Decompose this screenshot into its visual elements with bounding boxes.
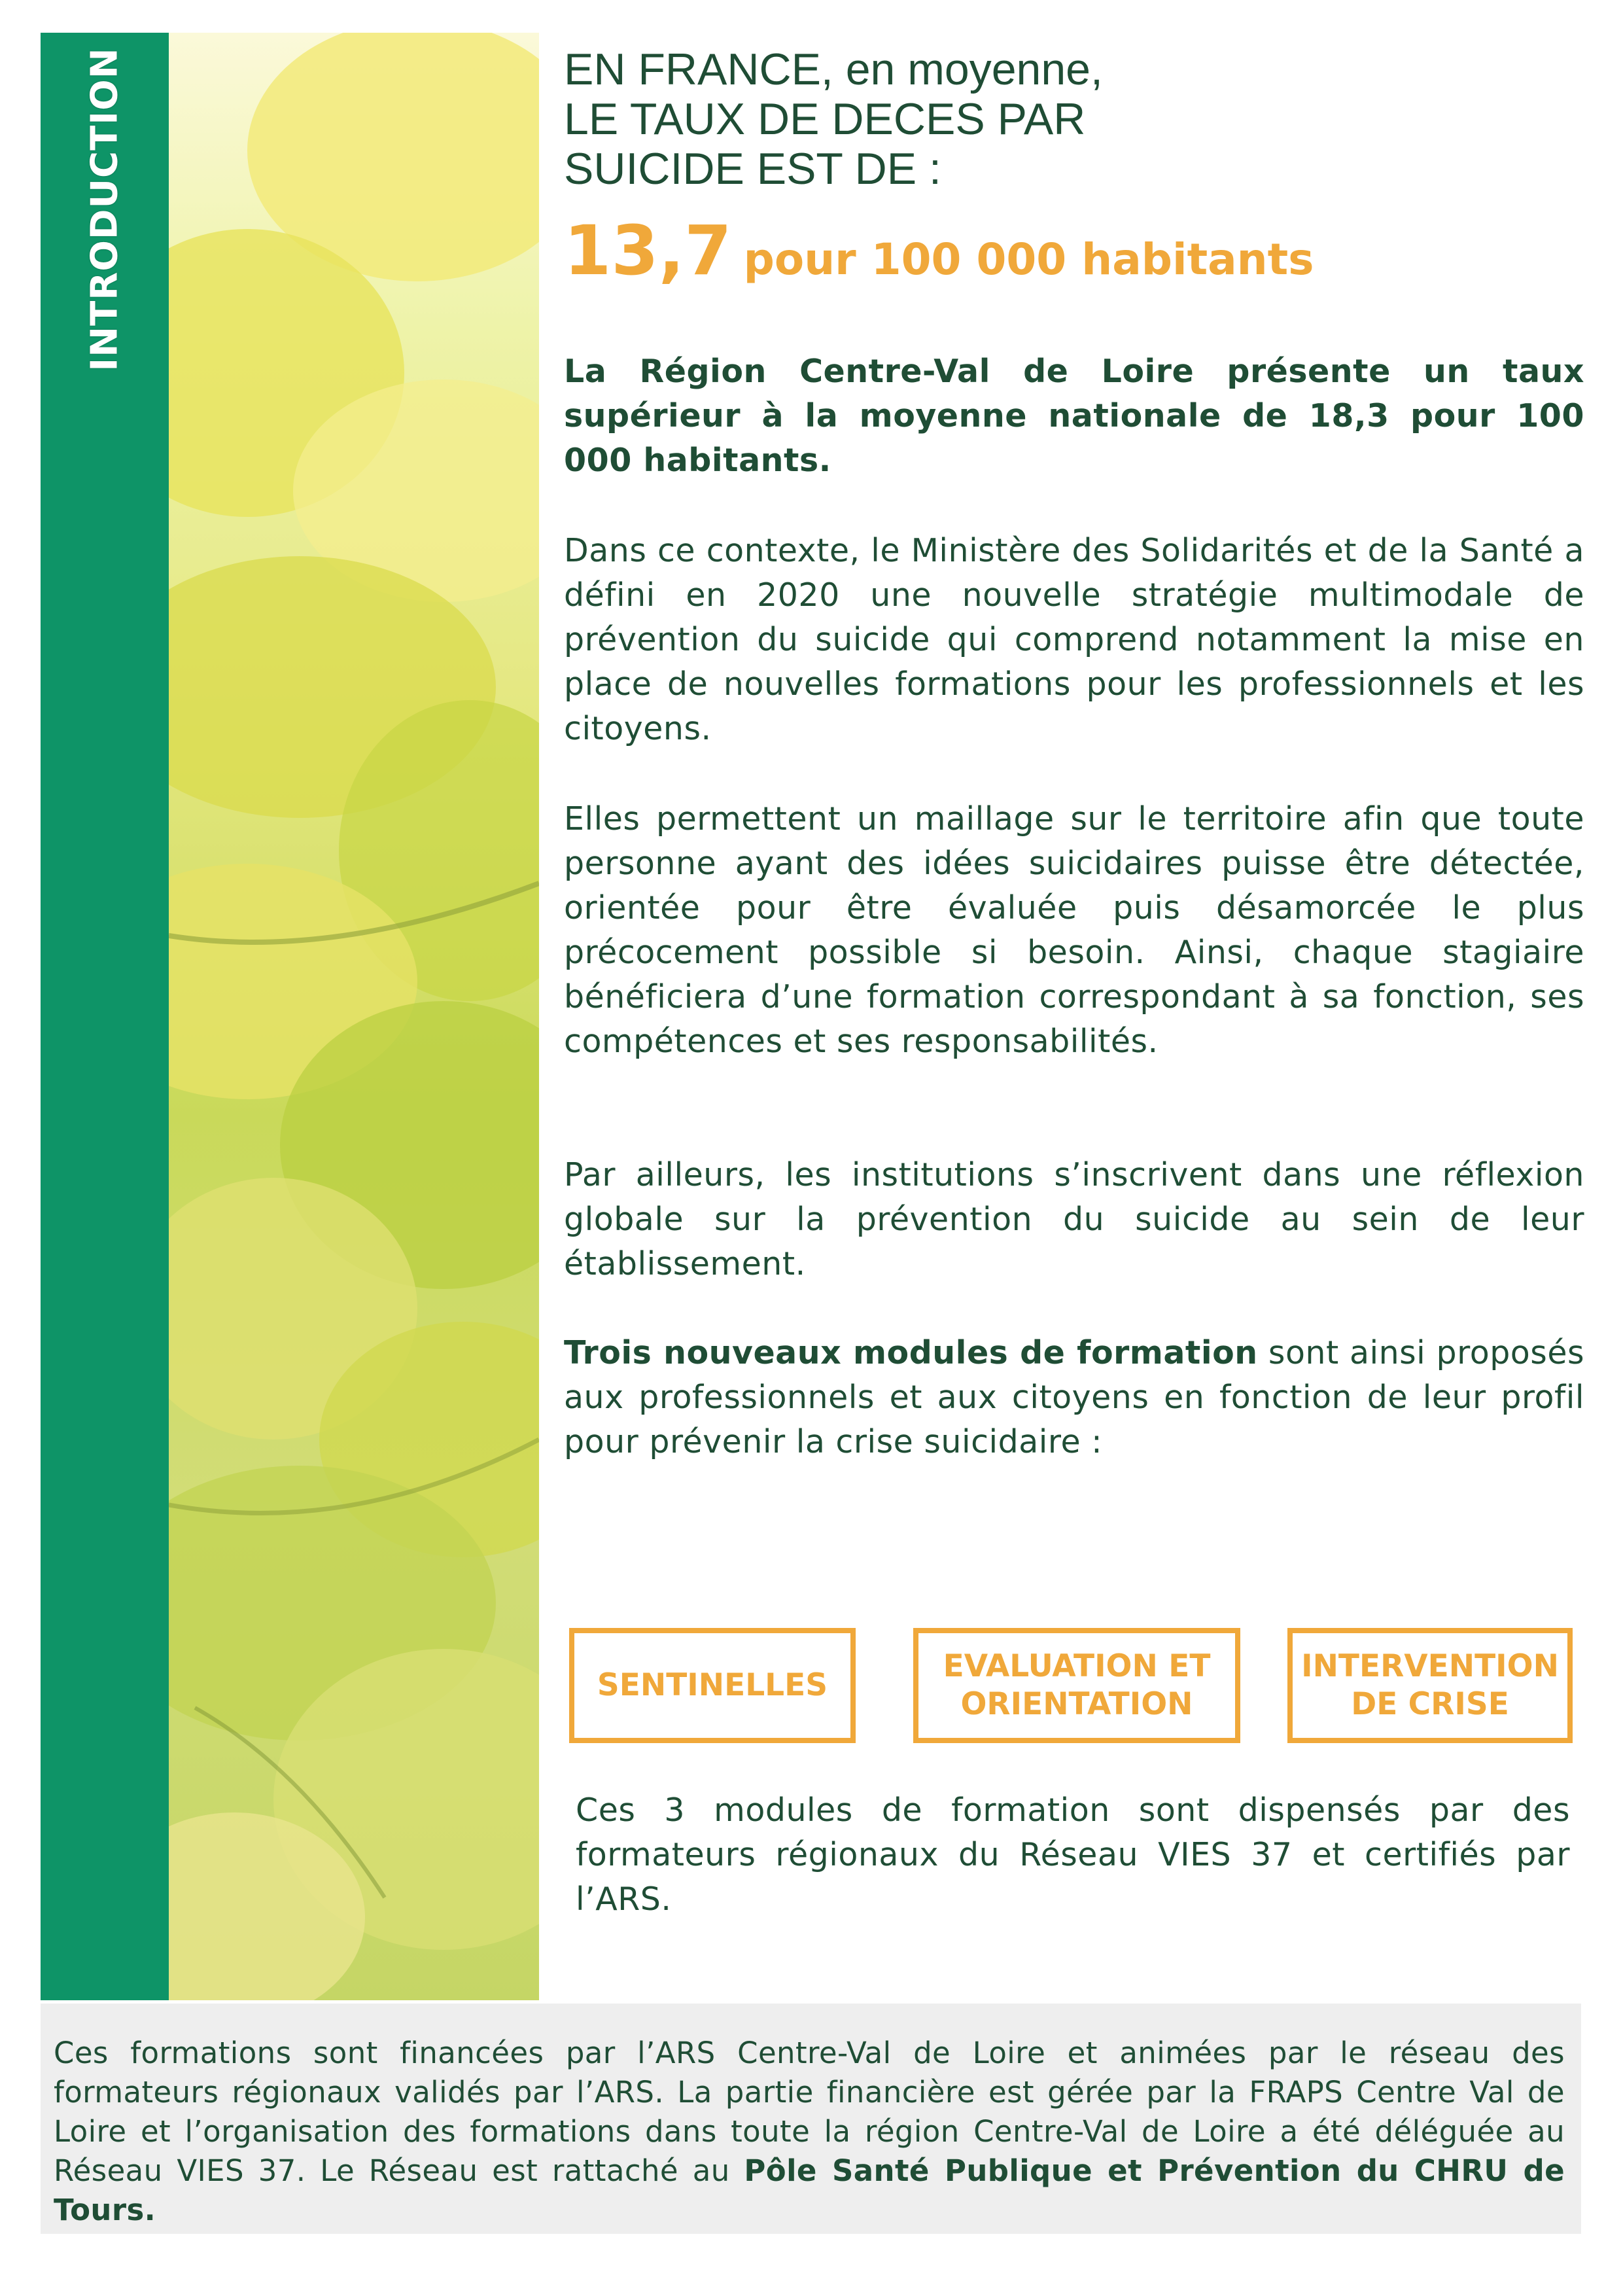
- module-evaluation-label-1: EVALUATION ET: [943, 1648, 1211, 1684]
- heading-line-1: EN FRANCE, en moyenne,: [564, 44, 1103, 94]
- module-intervention-crise: [1287, 1628, 1573, 1743]
- context-paragraph: Dans ce contexte, le Ministère des Solidarités et de la Santé a défini en 2020 une nouvelle stratégie multimodale de prévention du suicide qui comprend notamment la mise en place de nouvelles formations pour les professionnels et les citoyens.: [564, 532, 1584, 747]
- module-evaluation-label-2: ORIENTATION: [960, 1686, 1193, 1722]
- page-heading: [564, 44, 1584, 194]
- module-sentinelles: [569, 1628, 856, 1743]
- ginkgo-leaves-image: [169, 33, 539, 2000]
- suicide-rate-stat: [564, 211, 1584, 291]
- footer-body: Ces formations sont financées par l’ARS Centre-Val de Loire et animées par le réseau des formateurs régionaux validés par l’ARS. La partie financière est gérée par la FRAPS Centre Val de Loire et l’organisation des formations dans toute la région Centre-Val de Loire a été déléguée au Réseau VIES 37. Le Réseau est rattaché au: [54, 2036, 1565, 2188]
- heading-line-2: LE TAUX DE DECES PAR: [564, 94, 1086, 144]
- heading-line-3: SUICIDE EST DE :: [564, 144, 941, 194]
- region-paragraph-text: La Région Centre-Val de Loire présente un taux supérieur à la moyenne nationale de 18,3 pour 100 000 habitants.: [564, 353, 1584, 479]
- module-sentinelles-label: SENTINELLES: [597, 1667, 828, 1703]
- region-paragraph: [564, 349, 1584, 483]
- modules-paragraph-bold: Trois nouveaux modules de formation: [564, 1334, 1258, 1371]
- footer-bold: Pôle Santé Publique et Prévention du CHRU de Tours.: [54, 2153, 1565, 2227]
- section-title: INTRODUCTION: [83, 47, 126, 372]
- stat-unit: pour 100 000 habitants: [743, 234, 1314, 285]
- modules-paragraph: [564, 1331, 1584, 1464]
- closing-paragraph: Ces 3 modules de formation sont dispensés par des formateurs régionaux du Réseau VIES 37 et certifiés par l’ARS.: [576, 1792, 1570, 1918]
- module-evaluation-orientation: [913, 1628, 1240, 1743]
- module-intervention-label-1: INTERVENTION: [1301, 1648, 1559, 1684]
- institutions-paragraph: Par ailleurs, les institutions s’inscrivent dans une réflexion globale sur la prévention du suicide au sein de leur établissement.: [564, 1156, 1584, 1282]
- modules-paragraph-text: sont ainsi proposés aux professionnels et aux citoyens en fonction de leur profil pour prévenir la crise suicidaire :: [564, 1334, 1584, 1460]
- footer-text: [54, 2034, 1565, 2230]
- stat-value: 13,7: [564, 211, 732, 291]
- module-intervention-label-2: DE CRISE: [1351, 1686, 1509, 1722]
- ginkgo-leaves-illustration: [169, 33, 539, 2000]
- network-paragraph: Elles permettent un maillage sur le territoire afin que toute personne ayant des idées suicidaires puisse être détectée, orientée pour être évaluée puis désamorcée le plus précocement possible si besoin. Ainsi, chaque stagiaire bénéficiera d’une formation correspondant à sa fonction, ses compétences et ses responsabilités.: [564, 800, 1584, 1060]
